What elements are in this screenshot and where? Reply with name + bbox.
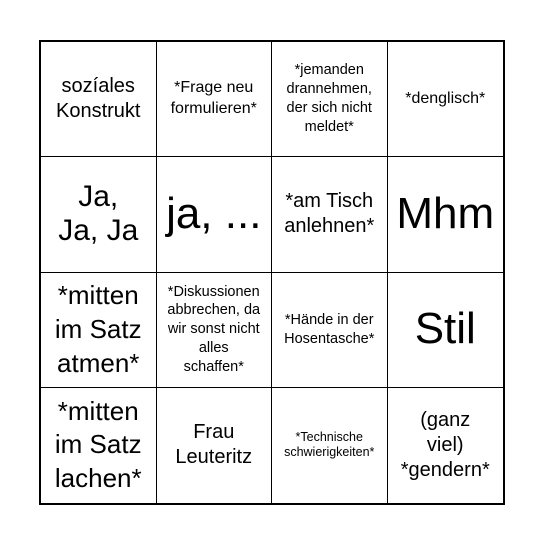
bingo-cell-text: *Diskussionen abbrechen, da wir sonst nicht alles schaffen* bbox=[167, 283, 261, 375]
bingo-cell[interactable] bbox=[272, 42, 388, 157]
bingo-cell[interactable] bbox=[157, 42, 273, 157]
bingo-cell-text: (ganz viel) *gendern* bbox=[400, 408, 490, 481]
bingo-cell-text: *am Tisch anlehnen* bbox=[284, 190, 375, 238]
bingo-cell-text: Mhm bbox=[396, 189, 495, 239]
bingo-cell-text: ja, ... bbox=[166, 189, 262, 239]
bingo-cell[interactable] bbox=[388, 388, 504, 503]
bingo-cell[interactable] bbox=[41, 42, 157, 157]
bingo-cell[interactable] bbox=[272, 273, 388, 388]
bingo-cell[interactable] bbox=[41, 388, 157, 503]
bingo-cell[interactable] bbox=[41, 273, 157, 388]
bingo-cell-text: *Frage neu formulieren* bbox=[170, 79, 257, 118]
bingo-cell[interactable] bbox=[157, 388, 273, 503]
bingo-cell-text: Ja, Ja, Ja bbox=[58, 179, 139, 248]
bingo-cell[interactable] bbox=[272, 388, 388, 503]
bingo-cell[interactable] bbox=[388, 157, 504, 272]
bingo-cell-text: *jemanden drannehmen, der sich nicht meldet* bbox=[286, 62, 372, 135]
bingo-cell-text: sozíales Konstrukt bbox=[56, 75, 141, 123]
bingo-cell-text: Stil bbox=[414, 304, 476, 354]
bingo-cell[interactable] bbox=[388, 42, 504, 157]
bingo-cell-text: *mitten im Satz lachen* bbox=[54, 395, 142, 494]
bingo-cell-text: *mitten im Satz atmen* bbox=[54, 279, 142, 378]
bingo-cell[interactable] bbox=[157, 273, 273, 388]
bingo-cell[interactable] bbox=[272, 157, 388, 272]
bingo-cell-text: Frau Leuteritz bbox=[175, 421, 253, 469]
bingo-cell-text: *Technische schwierigkeiten* bbox=[284, 430, 375, 460]
bingo-cell[interactable] bbox=[388, 273, 504, 388]
bingo-cell-text: *denglisch* bbox=[405, 89, 486, 107]
bingo-board bbox=[39, 40, 505, 505]
bingo-cell-text: *Hände in der Hosentasche* bbox=[284, 311, 375, 347]
bingo-cell[interactable] bbox=[41, 157, 157, 272]
bingo-cell[interactable] bbox=[157, 157, 273, 272]
